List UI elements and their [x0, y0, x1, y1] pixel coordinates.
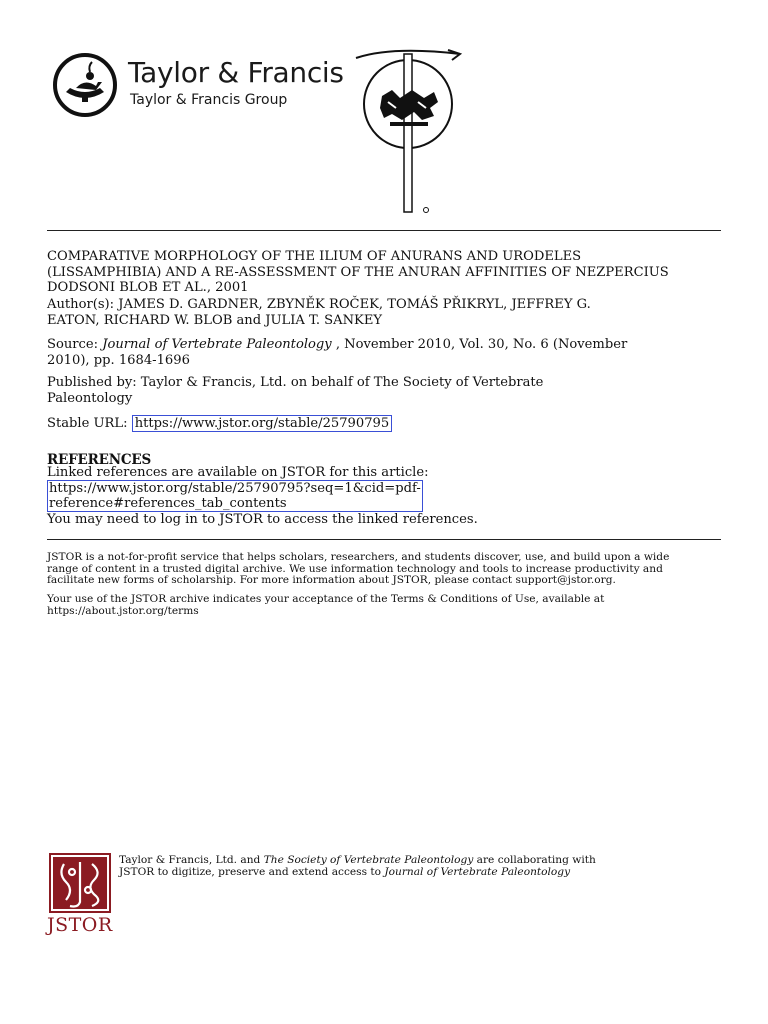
title-line: (LISSAMPHIBIA) AND A RE-ASSESSMENT OF THE ANURAN AFFINITIES OF NEZPERCIUS	[47, 264, 669, 280]
svp-seal-icon	[352, 46, 464, 218]
notice-divider	[47, 539, 721, 540]
collaboration-statement	[119, 855, 679, 878]
footer-and: and	[237, 854, 264, 866]
references-link-line[interactable]: https://www.jstor.org/stable/25790795?seq=1&cid=pdf-	[49, 481, 421, 497]
jstor-wordmark: JSTOR	[47, 914, 113, 936]
published-line: Paleontology	[47, 390, 133, 406]
article-publisher	[47, 375, 727, 406]
footer-society: The Society of Vertebrate Paleontology	[263, 854, 474, 866]
jstor-notice-line: JSTOR is a not-for-profit service that helps scholars, researchers, and students discover, use, and build upon a wide	[47, 551, 670, 563]
references-login-note: You may need to log in to JSTOR to access the linked references.	[47, 512, 478, 528]
header-divider	[47, 230, 721, 231]
stable-url-link[interactable]: https://www.jstor.org/stable/25790795	[132, 415, 393, 432]
publisher-group: Taylor & Francis Group	[130, 92, 288, 108]
authors-line: Author(s): JAMES D. GARDNER, ZBYNĚK ROČEK, TOMÁŠ PŘIKRYL, JEFFREY G.	[47, 297, 591, 312]
title-line: DODSONI BLOB ET AL., 2001	[47, 280, 249, 296]
jstor-notice-line: range of content in a trusted digital archive. We use information technology and tools to increase productivity and	[47, 562, 663, 575]
article-authors	[47, 297, 727, 328]
publisher-name: Taylor & Francis	[128, 56, 344, 89]
references-heading: REFERENCES	[47, 452, 152, 468]
title-line: COMPARATIVE MORPHOLOGY OF THE ILIUM OF ANURANS AND URODELES	[47, 249, 582, 264]
jstor-notice	[47, 552, 723, 587]
published-line: Published by: Taylor & Francis, Ltd. on behalf of The Society of Vertebrate	[47, 375, 544, 390]
footer-line2-text: JSTOR to digitize, preserve and extend access to	[119, 865, 385, 878]
terms-url[interactable]: https://about.jstor.org/terms	[47, 604, 199, 617]
authors-line: EATON, RICHARD W. BLOB and JULIA T. SANKEY	[47, 312, 383, 328]
article-source	[47, 337, 727, 368]
references-link[interactable]	[47, 480, 423, 512]
taylor-francis-lamp-icon	[52, 52, 118, 118]
source-details: , November 2010, Vol. 30, No. 6 (November	[331, 337, 628, 352]
stable-url-label: Stable URL:	[47, 416, 132, 431]
source-label: Source:	[47, 337, 103, 352]
footer-collab-text: are collaborating with	[473, 854, 596, 866]
source-pages: 2010), pp. 1684-1696	[47, 352, 190, 368]
journal-name: Journal of Vertebrate Paleontology	[102, 337, 332, 352]
footer-publisher: Taylor & Francis, Ltd.	[119, 854, 238, 866]
terms-notice-line: Your use of the JSTOR archive indicates your acceptance of the Terms & Conditions of Use, available at	[47, 593, 605, 605]
references-body	[47, 465, 727, 528]
taylor-francis-logo	[52, 52, 342, 118]
references-intro: Linked references are available on JSTOR for this article:	[47, 465, 429, 480]
references-link-line[interactable]: reference#references_tab_contents	[49, 496, 287, 512]
stable-url-row	[47, 416, 727, 432]
footer-journal: Journal of Vertebrate Paleontology	[384, 865, 571, 878]
jstor-notice-line: facilitate new forms of scholarship. For more information about JSTOR, please contact support@jstor.org.	[47, 574, 616, 587]
terms-notice	[47, 594, 723, 617]
article-title	[47, 249, 727, 296]
